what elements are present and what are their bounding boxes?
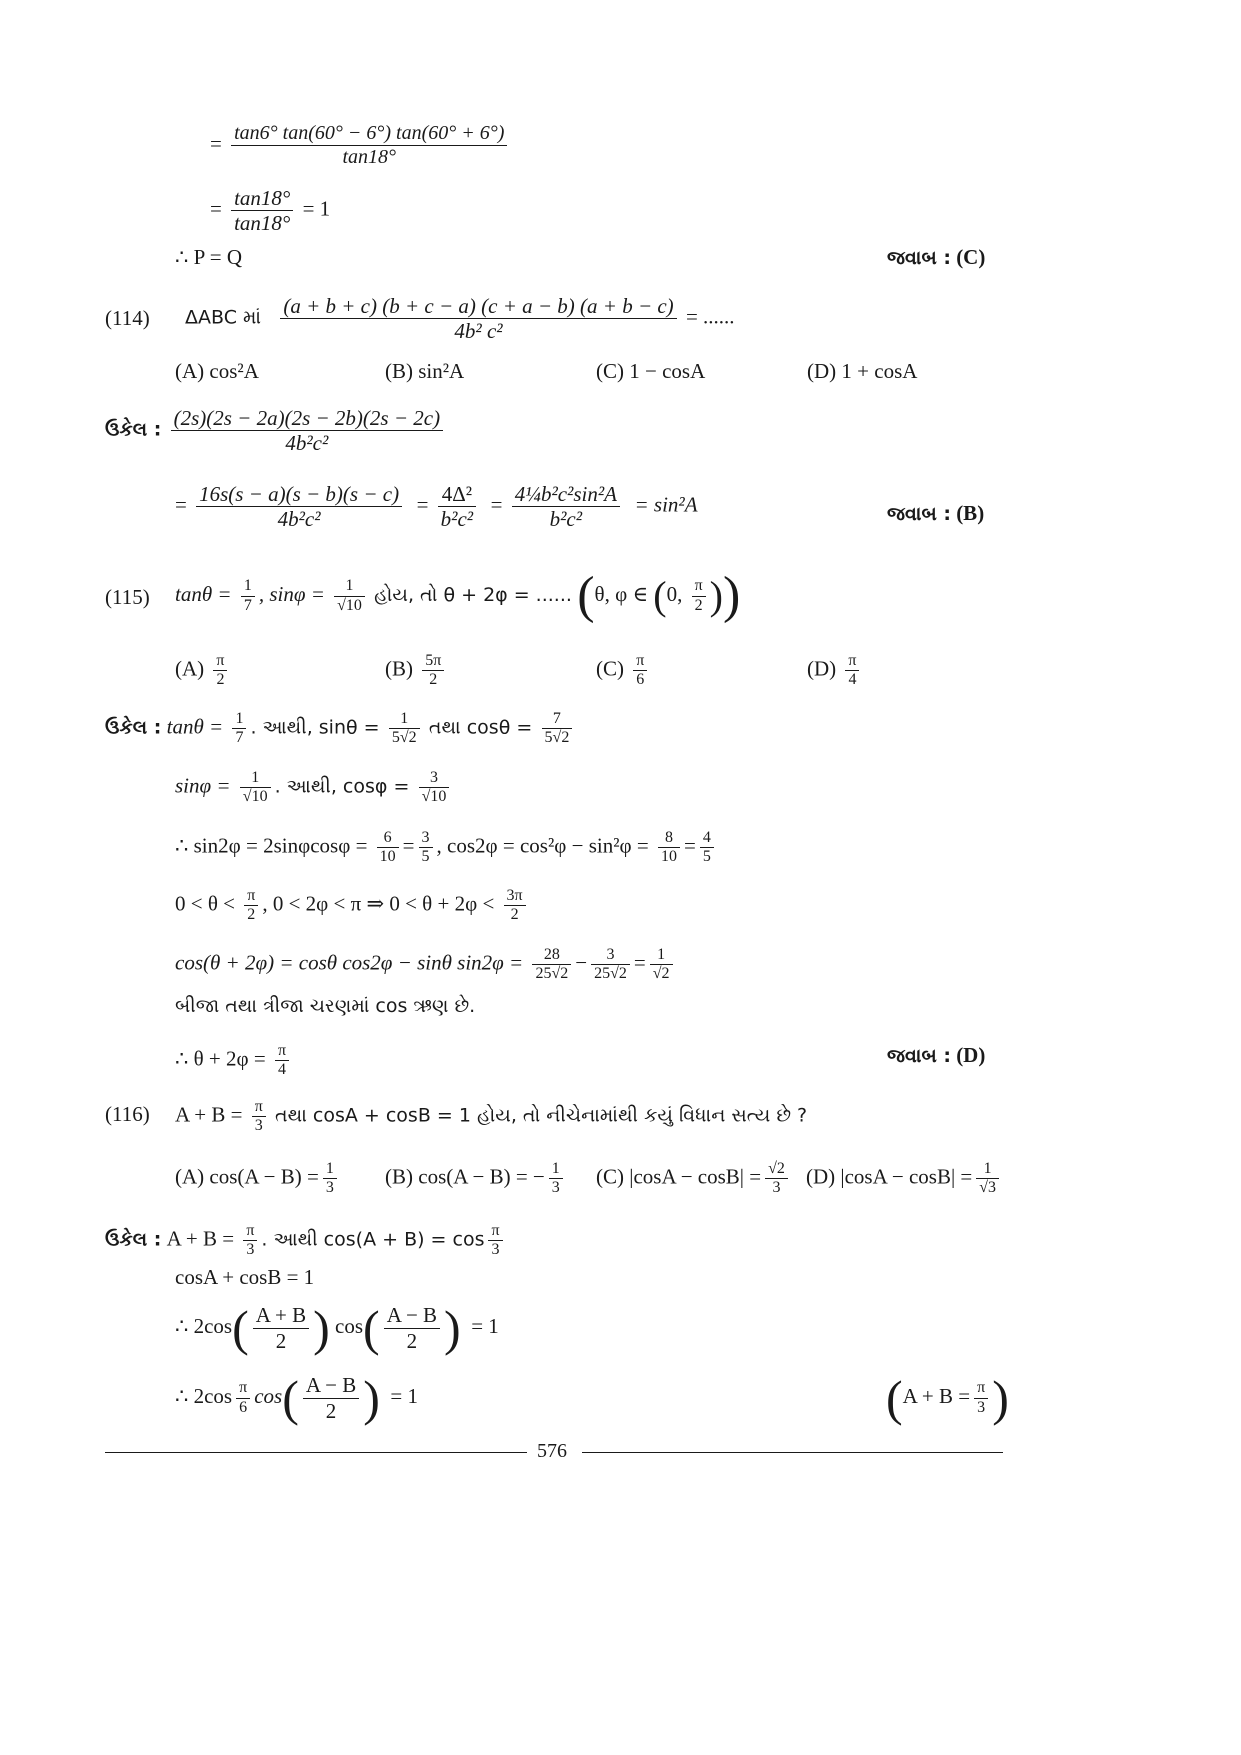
q114-option-c: (C) 1 − cosA	[596, 359, 706, 383]
q116-solution-4: ∴ 2cos $\frac{\pi}{6}$ cos( $\frac{A - B}{2}$ ) = 1	[175, 1370, 418, 1426]
q113-answer: જવાબ : (C)	[887, 245, 986, 269]
q116-number: (116)	[105, 1102, 150, 1126]
q116-option-c: (C) |cosA − cosB| = $\frac{√2}{3}$	[596, 1160, 792, 1198]
footer-rule-left	[105, 1452, 527, 1453]
q115-solution-2: sinφ = $\frac{1}{√10}$ . આથી, cosφ = $\frac{3}{√10}$	[175, 769, 453, 807]
q115-option-c: (C) $\frac{\pi}{6}$	[596, 652, 651, 690]
q113-step1-numerator: tan6° tan(60° − 6°) tan(60° + 6°)	[231, 122, 507, 146]
q116-option-d: (D) |cosA − cosB| = $\frac{1}{√3}$	[806, 1160, 1003, 1198]
q114-answer: જવાબ : (B)	[887, 501, 985, 525]
q113-step2: = $\frac{\tan 18^\circ}{\tan 18^\circ}$ = 1	[210, 186, 331, 236]
q115-option-d: (D) $\frac{\pi}{4}$	[807, 652, 863, 690]
q115-solution-3: ∴ sin2φ = 2sinφcosφ = $\frac{6}{10}$ = $\frac{3}{5}$ , cos2φ = cos²φ − sin²φ = $\frac{8}{10}$ = $\frac{4}{5}$	[175, 829, 718, 867]
q114-solution-1: ઉકેલ : $\frac{(2s)(2s - 2a)(2s - 2b)(2s - 2c)}{\text{4b²c²}}$	[105, 406, 447, 455]
q116-option-b: (B) cos(A − B) = − $\frac{1}{3}$	[385, 1160, 567, 1198]
footer-rule-right	[582, 1452, 1003, 1453]
q115-solution-4: 0 < θ < $\frac{\pi}{2}$ , 0 < 2φ < π ⇒ 0 < θ + 2φ < $\frac{3\pi}{2}$	[175, 887, 530, 925]
q113-step1: = $\frac{\tan 6^\circ \tan(60^\circ - 6^\circ) \tan(60^\circ + 6^\circ)}{\tan 18^\circ}$	[210, 122, 511, 169]
page-number: 576	[537, 1440, 567, 1462]
q115-answer: જવાબ : (D)	[887, 1043, 986, 1067]
q115-solution-1: ઉકેલ : tanθ = $\frac{1}{7}$ . આથી, sinθ = $\frac{1}{5√2}$ તથા cosθ = $\frac{7}{5√2}$	[105, 710, 576, 748]
q116-solution-1: ઉકેલ : A + B = $\frac{\pi}{3}$ . આથી cos(A + B) = cos $\frac{\pi}{3}$	[105, 1222, 507, 1260]
q115-solution-5: cos(θ + 2φ) = cosθ cos2φ − sinθ sin2φ = $\frac{28}{25√2}$ − $\frac{3}{25√2}$ = $\frac{1}{√2}$	[175, 946, 677, 984]
q114-question: ΔABC માં $\frac{(a + b + c) (b + c - a) (c + a - b) (a + b - c)}{\text{4b² c²}}$ = ......	[185, 294, 735, 344]
q114-option-b: (B) sin²A	[385, 359, 465, 383]
q115-option-a: (A) $\frac{\pi}{2}$	[175, 652, 231, 690]
q114-option-d: (D) 1 + cosA	[807, 359, 918, 383]
q116-side-note: (A + B = $\frac{\pi}{3}$ )	[886, 1370, 1009, 1426]
q114-option-a: (A) cos²A	[175, 359, 259, 383]
q115-number: (115)	[105, 585, 150, 609]
q115-option-b: (B) $\frac{5\pi}{2}$	[385, 652, 448, 690]
q113-conclusion: ∴ P = Q	[175, 245, 243, 269]
q114-solution-2: = $\frac{16s(s - a)(s - b)(s - c)}{\text{4b²c²}}$ = $\frac{\text{4Δ²}}{\text{b²c²}}$ = $\frac{\text{4¼b²c²sin²A}}{\text{b²c²}}$ = sin²A	[175, 482, 698, 532]
q116-question: A + B = $\frac{\pi}{3}$ તથા cosA + cosB = 1 હોય, તો નીચેનામાંથી કયું વિધાન સત્ય છે ?	[175, 1098, 808, 1135]
q116-solution-2: cosA + cosB = 1	[175, 1265, 315, 1289]
q114-number: (114)	[105, 306, 150, 330]
q115-solution-6: બીજા તથા ત્રીજા ચરણમાં cos ઋણ છે.	[175, 995, 476, 1017]
q116-solution-3: ∴ 2cos( $\frac{A + B}{2}$ ) cos( $\frac{A - B}{2}$ ) = 1	[175, 1300, 499, 1356]
q113-step1-denominator: tan18°	[342, 146, 397, 168]
q115-question: tanθ = $\frac{1}{7}$ , sinφ = $\frac{1}{√10}$ હોય, તો θ + 2φ = ...... (θ, φ ∈ (0, $\frac{\pi}{2}$ ))	[175, 567, 741, 624]
q116-option-a: (A) cos(A − B) = $\frac{1}{3}$	[175, 1160, 341, 1198]
q115-solution-7: ∴ θ + 2φ = $\frac{\pi}{4}$	[175, 1042, 293, 1080]
